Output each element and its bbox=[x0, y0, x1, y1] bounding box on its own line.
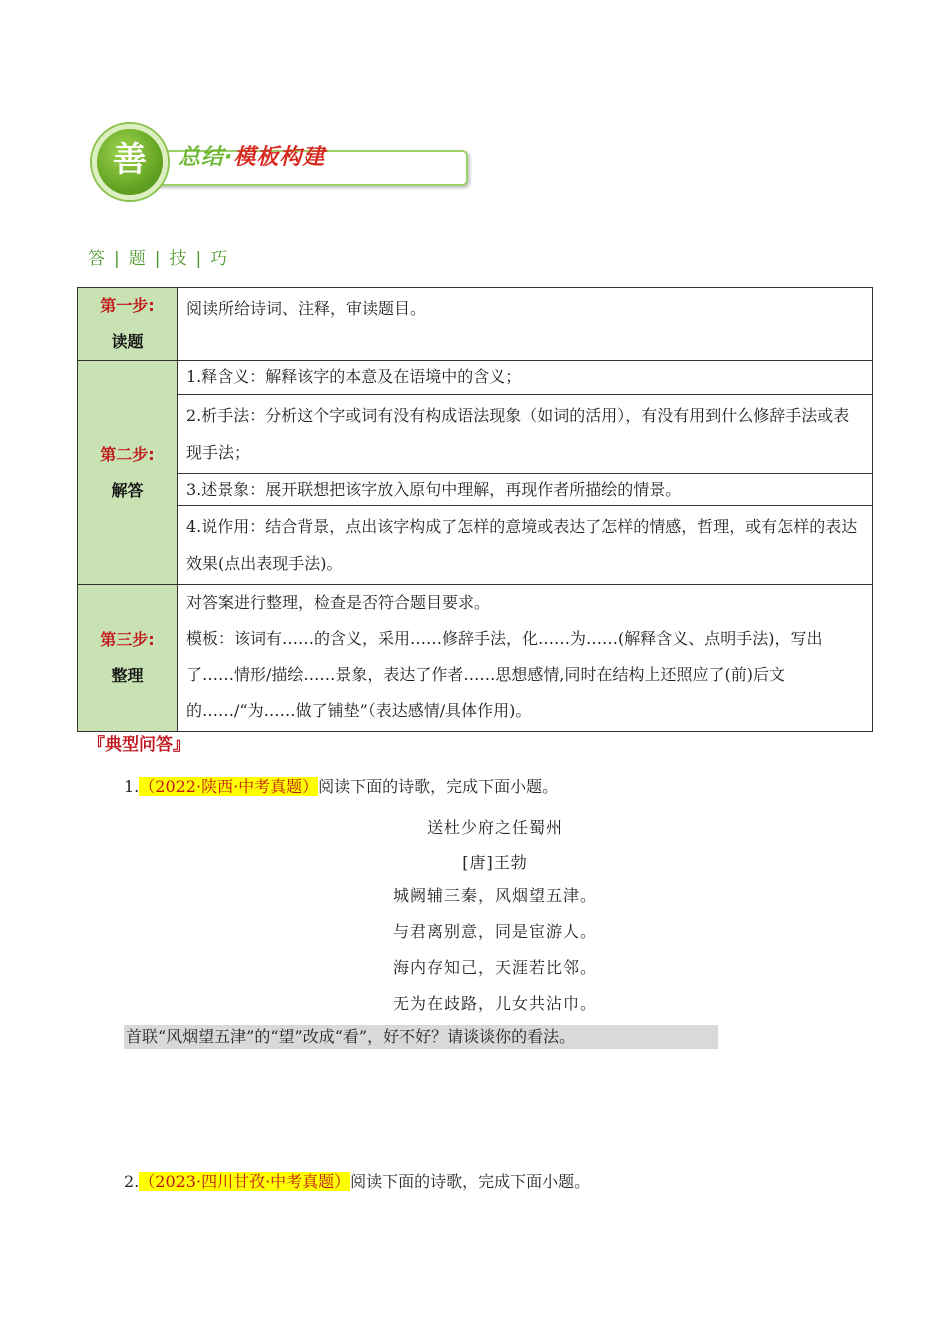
skills-char: 巧 bbox=[210, 249, 229, 269]
step-text: 1.释含义：解释该字的本意及在语境中的含义； bbox=[178, 361, 873, 395]
question-text: 阅读下面的诗歌，完成下面小题。 bbox=[350, 1172, 591, 1191]
question-2 bbox=[124, 1170, 590, 1194]
badge-char: 善 bbox=[113, 140, 147, 180]
skills-char: 答 bbox=[88, 249, 106, 269]
question-source: （2022·陕西·中考真题） bbox=[139, 777, 319, 796]
question-source: （2023·四川甘孜·中考真题） bbox=[139, 1172, 351, 1191]
step-text: 2.析手法：分析这个字或词有没有构成语法现象（如词的活用），有没有用到什么修辞手法或表现手法； bbox=[178, 395, 873, 474]
step-number: 第三步: bbox=[100, 630, 155, 649]
badge-title-part2: 模板构建 bbox=[233, 145, 326, 170]
badge-circle bbox=[92, 124, 168, 200]
step-number: 第二步: bbox=[100, 444, 155, 464]
skills-char: 技 bbox=[169, 249, 188, 269]
step-text: 3.述景象：展开联想把该字放入原句中理解，再现作者所描绘的情景。 bbox=[178, 474, 873, 506]
steps-table bbox=[77, 287, 873, 732]
question-1 bbox=[124, 775, 558, 799]
step-name: 解答 bbox=[111, 480, 144, 500]
step-line: 模板：该词有……的含义，采用……修辞手法，化……为……(解释含义、点明手法)，写出了……情形/描绘……景象，表达了作者……思想感情,同时在结构上还照应了(前)后文的……/“为……做了铺垫”（表达感情/具体作用)。 bbox=[186, 629, 823, 720]
step-cell bbox=[78, 288, 178, 361]
step-text: 4.说作用：结合背景，点出该字构成了怎样的意境或表达了怎样的情感，哲理，或有怎样的表达效果(点出表现手法)。 bbox=[178, 506, 873, 585]
step-cell bbox=[78, 361, 178, 585]
question-number: 2. bbox=[124, 1172, 140, 1191]
question-number: 1. bbox=[124, 777, 140, 796]
question-ask: 首联“风烟望五津”的“望”改成“看”，好不好？请谈谈你的看法。 bbox=[124, 1025, 718, 1049]
poem-title: 送杜少府之任蜀州 bbox=[426, 818, 563, 837]
skills-heading: 答 | 题 | 技 | 巧 bbox=[88, 249, 229, 269]
step-text: 阅读所给诗词、注释，审读题目。 bbox=[178, 288, 873, 361]
step-name: 整理 bbox=[111, 666, 144, 685]
skills-char: 题 bbox=[128, 249, 147, 269]
section-badge bbox=[92, 124, 382, 204]
badge-title bbox=[178, 140, 325, 171]
step-text bbox=[178, 585, 873, 732]
step-cell bbox=[78, 585, 178, 732]
badge-title-part1: 总结· bbox=[178, 145, 234, 170]
step-line: 对答案进行整理，检查是否符合题目要求。 bbox=[186, 593, 491, 612]
poem-line: 海内存知己，天涯若比邻。 bbox=[392, 958, 597, 977]
step-number: 第一步: bbox=[100, 296, 155, 315]
poem-line: 城阙辅三秦，风烟望五津。 bbox=[392, 886, 597, 905]
poem-line: 无为在歧路，儿女共沾巾。 bbox=[392, 994, 597, 1013]
section-title: 『典型问答』 bbox=[88, 735, 190, 755]
poem-author: [唐]王勃 bbox=[462, 853, 528, 872]
step-name: 读题 bbox=[111, 332, 144, 351]
poem-line: 与君离别意，同是宦游人。 bbox=[392, 922, 597, 941]
question-text: 阅读下面的诗歌，完成下面小题。 bbox=[318, 777, 559, 796]
